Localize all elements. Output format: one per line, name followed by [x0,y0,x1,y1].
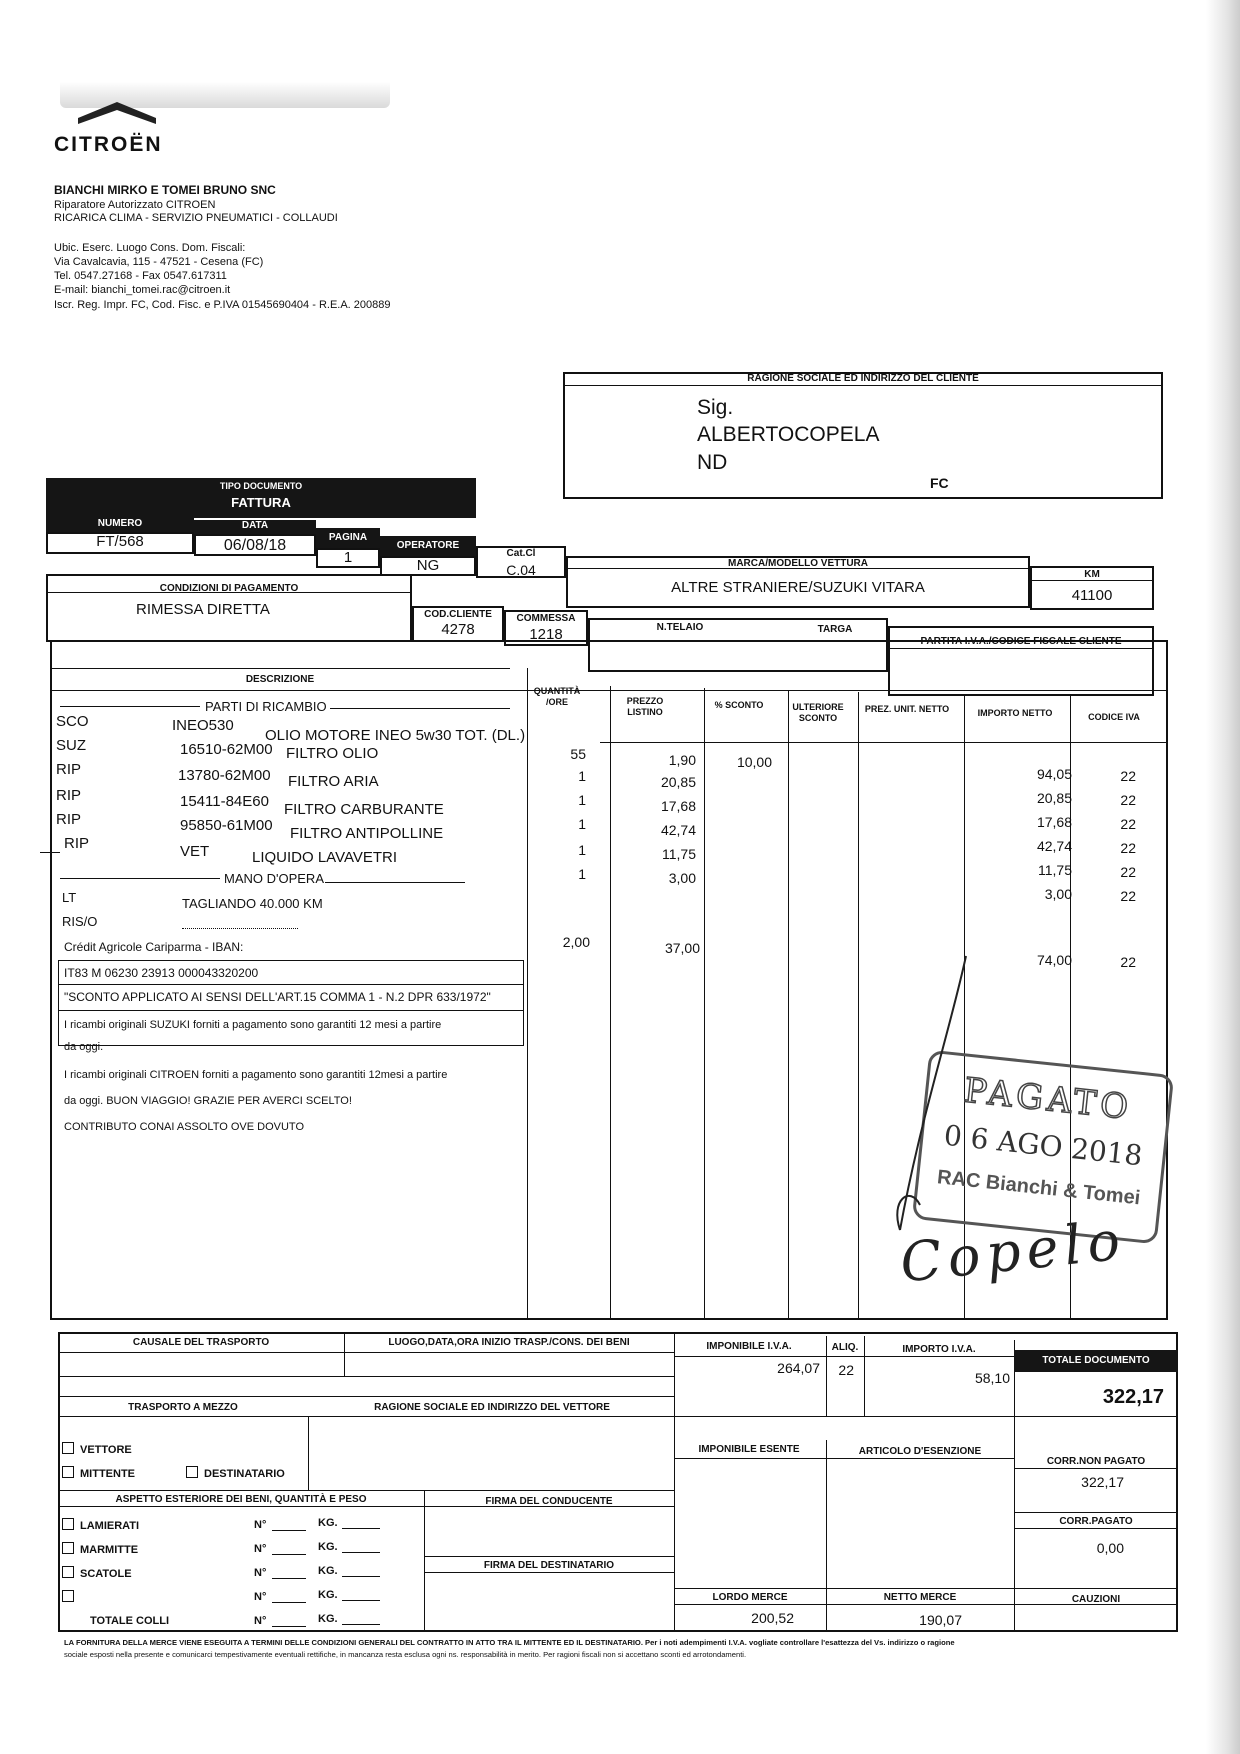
row5-iva: 22 [1120,816,1136,832]
kg-label-1: KG. [318,1517,338,1529]
row1-desc: OLIO MOTORE INEO 5w30 TOT. (DL.) [265,727,526,744]
corr-non-pagato-label: CORR.NON PAGATO [1046,1456,1146,1467]
n-label-2: N° [254,1543,267,1555]
row5-tag: RIP [56,811,82,828]
catcl-label: Cat.Cl [506,548,536,559]
row7-amount: 11,75 [1038,862,1072,878]
codcliente-label: COD.CLIENTE [424,609,492,620]
targa-label: TARGA [817,624,853,635]
iban: IT83 M 06230 23913 000043320200 [64,966,259,980]
row8-iva: 22 [1120,888,1136,904]
row6-code: VET [180,843,210,860]
lordo-value: 200,52 [751,1610,794,1626]
row5-desc: FILTRO ANTIPOLLINE [290,825,444,842]
row5-qty: 1 [578,816,586,832]
causale-label: CAUSALE DEL TRASPORTO [132,1337,270,1348]
row3-qty: 1 [578,768,586,784]
imponibile-esente-label: IMPONIBILE ESENTE [698,1444,800,1455]
row1-tag: SCO [56,713,89,730]
scatole-checkbox[interactable]: SCATOLE [62,1566,132,1582]
section-labor: MANO D'OPERA [224,871,324,886]
company-addr3: Tel. 0547.27168 - Fax 0547.617311 [54,270,227,282]
citroen-chevron-logo [72,96,162,132]
client-line1: Sig. [697,396,734,419]
tipo-documento: FATTURA [231,495,291,510]
row2-price: 1,90 [668,752,696,768]
stamp-date: 0 6 AGO 2018 [942,1118,1144,1173]
luogo-label: LUOGO,DATA,ORA INIZIO TRASP./CONS. DEI BENI [388,1337,630,1348]
destinatario-checkbox[interactable]: DESTINATARIO [186,1466,285,1482]
top-scan-smudge [60,20,390,108]
netto-value: 190,07 [919,1612,962,1628]
company-addr1: Ubic. Eserc. Luogo Cons. Dom. Fiscali: [54,242,246,254]
stamp-title: PAGATO [962,1070,1135,1128]
row4-code: 15411-84E60 [180,793,269,810]
handwritten-signature: Copelo [897,1208,1129,1295]
labor-iva: 22 [1120,954,1136,970]
row7-qty: 1 [578,866,586,882]
row4-iva: 22 [1120,792,1136,808]
kg-label-3: KG. [318,1565,338,1577]
note-suzuki-2: da oggi. [64,1041,104,1053]
data-label: DATA [194,520,316,534]
labor-price: 37,00 [664,940,700,956]
legal-line-2: sociale esposti nella presente e comunicarci tempestivamente eventuali rettifiche, in mancanza resta esclusa ogni ns. responsabilità in merito. Per ragioni fiscali non si accettano sconti ed arrotondamenti. [64,1650,747,1659]
company-registration: Iscr. Reg. Impr. FC, Cod. Fisc. e P.IVA 01545690404 - R.E.A. 200889 [54,299,391,311]
company-email: E-mail: bianchi_tomei.rac@citroen.it [54,284,231,296]
telaio-label: N.TELAIO [656,622,704,633]
trasporto-label: TRASPORTO A MEZZO [128,1402,238,1413]
imponibile-label: IMPONIBILE I.V.A. [706,1341,792,1352]
note-sconto: "SCONTO APPLICATO AI SENSI DELL'ART.15 COMMA 1 - N.2 DPR 633/1972" [64,990,491,1004]
codcliente-value: 4278 [441,621,475,638]
row6-amount: 42,74 [1036,838,1072,854]
signature-stroke [880,950,980,1240]
client-line2: ALBERTOCOPELA [697,423,880,446]
row6-desc: LIQUIDO LAVAVETRI [252,849,398,866]
brand-name: CITROËN [54,133,163,156]
row2-desc: FILTRO OLIO [286,745,379,762]
data-value: 06/08/18 [223,537,287,554]
piva-label: PARTITA I.V.A./CODICE FISCALE CLIENTE [920,636,1122,647]
lamierati-checkbox[interactable]: LAMIERATI [62,1518,139,1534]
firma-conducente-label: FIRMA DEL CONDUCENTE [485,1496,613,1507]
totale-label: TOTALE DOCUMENTO [1014,1350,1178,1372]
footer-block [58,1332,1178,1632]
row4-amount: 20,85 [1036,790,1072,806]
pagina-label: PAGINA [316,528,380,548]
km-value: 41100 [1071,587,1113,604]
header-prezzo: PREZZO LISTINO [626,696,664,717]
row4-qty: 1 [578,792,586,808]
vettore-ragione-label: RAGIONE SOCIALE ED INDIRIZZO DEL VETTORE [374,1402,610,1413]
imponibile-value: 264,07 [777,1360,820,1376]
riso-label: RIS/O [62,914,98,929]
row8-tag: LT [62,890,77,905]
tipo-documento-label: TIPO DOCUMENTO [219,481,303,491]
row2-tag: SUZ [56,737,86,754]
row6-qty: 1 [578,842,586,858]
commessa-label: COMMESSA [516,613,576,624]
client-label: RAGIONE SOCIALE ED INDIRIZZO DEL CLIENTE [747,373,979,384]
header-descrizione: DESCRIZIONE [245,674,315,685]
n-label-3: N° [254,1567,267,1579]
totale-colli-label: TOTALE COLLI [90,1615,170,1627]
blank-checkbox[interactable] [62,1590,80,1606]
row3-iva: 22 [1120,768,1136,784]
header-sconto: % SCONTO [714,700,764,710]
company-name: BIANCHI MIRKO E TOMEI BRUNO SNC [54,183,276,197]
marca-label: MARCA/MODELLO VETTURA [728,558,868,569]
row5-amount: 17,68 [1036,814,1072,830]
pagamento-value: RIMESSA DIRETTA [136,601,270,618]
row6-price: 11,75 [662,846,696,862]
n-label-1: N° [254,1519,267,1531]
riso-dots [182,928,298,929]
header-prezunit: PREZ. UNIT. NETTO [864,704,950,714]
note-citroen-2: da oggi. BUON VIAGGIO! GRAZIE PER AVERCI SCELTO! [64,1095,352,1107]
row7-price: 3,00 [668,870,696,886]
operatore-value: NG [416,557,440,574]
aliq-label: ALIQ. [831,1342,859,1353]
marmitte-checkbox[interactable]: MARMITTE [62,1542,138,1558]
corr-non-pagato-value: 322,17 [1081,1474,1124,1490]
row6-iva: 22 [1120,840,1136,856]
labor-qty: 2,00 [562,934,590,950]
pagamento-label: CONDIZIONI DI PAGAMENTO [159,583,299,594]
kg-label-5: KG. [318,1613,338,1625]
bank-label: Crédit Agricole Cariparma - IBAN: [64,940,244,954]
firma-destinatario-label: FIRMA DEL DESTINATARIO [483,1560,615,1571]
vettore-checkbox[interactable]: VETTORE [62,1442,132,1458]
row5-price: 42,74 [660,822,696,838]
lordo-label: LORDO MERCE [712,1592,788,1603]
articolo-label: ARTICOLO D'ESENZIONE [858,1446,982,1457]
client-province: FC [930,475,949,491]
mittente-checkbox[interactable]: MITTENTE [62,1466,135,1482]
corr-pagato-value: 0,00 [1096,1540,1124,1556]
cauzioni-label: CAUZIONI [1071,1594,1121,1605]
km-label: KM [1084,569,1100,580]
aliq-value: 22 [838,1362,854,1378]
section-parts: PARTI DI RICAMBIO [205,699,327,714]
note-suzuki: I ricambi originali SUZUKI forniti a pagamento sono garantiti 12 mesi a partire [64,1019,442,1031]
aspetto-label: ASPETTO ESTERIORE DEI BENI, QUANTITÀ E PESO [115,1494,367,1505]
row3-price: 20,85 [660,774,696,790]
row8-amount: 3,00 [1044,886,1072,902]
legal-line-1: LA FORNITURA DELLA MERCE VIENE ESEGUITA A TERMINI DELLE CONDIZIONI GENERALI DEL CONTRATTO IN ATTO TRA IL MITTENTE ED IL DESTINATARIO. Per i noti adempimenti I.V.A. vogliate controllare l'esattezza del Vs. indirizzo o ragione [64,1638,955,1647]
company-line2: RICARICA CLIMA - SERVIZIO PNEUMATICI - COLLAUDI [54,212,338,224]
stamp-name: RAC Bianchi & Tomei [936,1166,1142,1210]
row3-amount: 94,05 [1036,766,1072,782]
pagina-value: 1 [343,549,353,566]
row7-iva: 22 [1120,864,1136,880]
n-label-5: N° [254,1615,267,1627]
header-quantita: QUANTITÀ /ORE [533,686,581,707]
row4-price: 17,68 [660,798,696,814]
header-ulteriore: ULTERIORE SCONTO [792,702,844,723]
row3-code: 13780-62M00 [178,767,271,784]
row2-disc: 10,00 [736,754,772,770]
marca-value: ALTRE STRANIERE/SUZUKI VITARA [671,579,925,596]
netto-label: NETTO MERCE [883,1592,957,1603]
row5-code: 95850-61M00 [180,817,273,834]
operatore-label: OPERATORE [380,536,476,556]
row2-code: 16510-62M00 [180,741,273,758]
row8-desc: TAGLIANDO 40.000 KM [182,896,323,911]
numero-label: NUMERO [46,518,194,532]
client-line3: ND [697,451,728,474]
company-line1: Riparatore Autorizzato CITROEN [54,199,216,211]
commessa-value: 1218 [529,626,563,643]
importo-iva-label: IMPORTO I.V.A. [902,1344,976,1355]
catcl-value: C.04 [506,562,536,578]
row3-desc: FILTRO ARIA [288,773,379,790]
kg-label-2: KG. [318,1541,338,1553]
row3-tag: RIP [56,761,82,778]
note-conai: CONTRIBUTO CONAI ASSOLTO OVE DOVUTO [64,1121,305,1133]
labor-amount: 74,00 [1036,952,1072,968]
company-addr2: Via Cavalcavia, 115 - 47521 - Cesena (FC) [54,256,264,268]
header-codice: CODICE IVA [1088,712,1140,722]
corr-pagato-label: CORR.PAGATO [1059,1516,1133,1527]
n-label-4: N° [254,1591,267,1603]
header-importo: IMPORTO NETTO [977,708,1053,718]
totale-value: 322,17 [1102,1386,1164,1408]
row6-tag: RIP [64,835,90,852]
kg-label-4: KG. [318,1589,338,1601]
importo-iva-value: 58,10 [974,1370,1010,1386]
row4-tag: RIP [56,787,82,804]
row2-qty: 55 [570,746,586,762]
scan-edge-shadow [1206,0,1240,1754]
note-citroen: I ricambi originali CITROEN forniti a pagamento sono garantiti 12mesi a partire [64,1069,448,1081]
row4-desc: FILTRO CARBURANTE [284,801,444,818]
row1-code: INEO530 [172,717,234,734]
numero-value: FT/568 [96,533,144,550]
